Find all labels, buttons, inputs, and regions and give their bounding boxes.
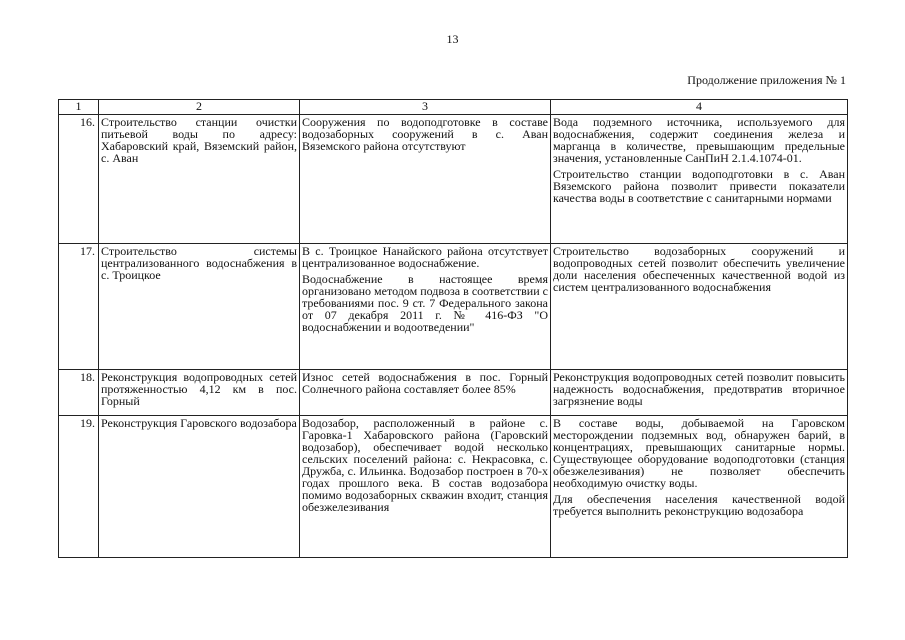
project-name: Реконструкция водопроводных сетей протяженностью 4,12 км в пос. Горный — [99, 370, 300, 416]
table-row — [59, 244, 848, 370]
project-name: Строительство станции очистки питьевой воды по адресу: Хабаровский край, Вяземский район, с. Аван — [99, 115, 300, 244]
current-state — [300, 115, 551, 244]
paragraph: Износ сетей водоснабжения в пос. Горный Солнечного района составляет более 85% — [302, 370, 548, 396]
paragraph: Строительство водозаборных сооружений и водопроводных сетей позволит обеспечить увеличение доли населения обеспеченных качественной водой из систем централизованного водоснабжения — [553, 244, 845, 294]
paragraph: Строительство станции водоподготовки в с. Аван Вяземского района позволит привести показатели качества воды в соответствие с санитарными нормами — [553, 167, 845, 205]
current-state — [300, 370, 551, 416]
column-header: 1 — [59, 100, 99, 115]
column-header: 3 — [300, 100, 551, 115]
justification — [551, 370, 848, 416]
table-row — [59, 370, 848, 416]
current-state — [300, 244, 551, 370]
justification — [551, 115, 848, 244]
row-number: 18. — [59, 370, 99, 416]
page-number: 13 — [446, 32, 459, 46]
justification — [551, 244, 848, 370]
paragraph: Вода подземного источника, используемого для водоснабжения, содержит соединения железа и марганца в количестве, превышающим предельные значения, установленные СанПиН 2.1.4.1074-01. — [553, 115, 845, 165]
row-number: 17. — [59, 244, 99, 370]
column-header: 2 — [99, 100, 300, 115]
appendix-continuation-note: Продолжение приложения № 1 — [687, 73, 846, 87]
paragraph: Водозабор, расположенный в районе с. Гаровка-1 Хабаровского района (Гаровский водозабор), обеспечивает водой несколько сельских поселений района: с. Некрасовка, с. Дружба, с. Ильинка. Водозабор построен в 70-х годах прошлого века. В состав водозабора помимо водозаборных скважин входит, станция обезжелезивания — [302, 416, 548, 514]
projects-table — [58, 99, 848, 558]
paragraph: Водоснабжение в настоящее время организовано методом подвоза в соответствии с требованиями пос. 9 ст. 7 Федерального закона от 07 декабря 2011 г. № 416-ФЗ "О водоснабжении и водоотведении" — [302, 272, 548, 334]
row-number: 16. — [59, 115, 99, 244]
project-name: Реконструкция Гаровского водозабора — [99, 416, 300, 558]
project-name: Строительство системы централизованного водоснабжения в с. Троицкое — [99, 244, 300, 370]
paragraph: Сооружения по водоподготовке в составе водозаборных сооружений в с. Аван Вяземского района отсутствуют — [302, 115, 548, 153]
column-header: 4 — [551, 100, 848, 115]
justification — [551, 416, 848, 558]
current-state — [300, 416, 551, 558]
table-header-row — [59, 100, 848, 115]
row-number: 19. — [59, 416, 99, 558]
table-row — [59, 416, 848, 558]
paragraph: В составе воды, добываемой на Гаровском месторождении подземных вод, обнаружен барий, в концентрациях, превышающих санитарные нормы. Существующее оборудование водоподготовки (станция обезжелезивания) не позволяет обеспечить необходимую очистку воды. — [553, 416, 845, 490]
table-row — [59, 115, 848, 244]
paragraph: Реконструкция водопроводных сетей позволит повысить надежность водоснабжения, предотвратив вторичное загрязнение воды — [553, 370, 845, 408]
paragraph: В с. Троицкое Нанайского района отсутствует централизованное водоснабжение. — [302, 244, 548, 270]
paragraph: Для обеспечения населения качественной водой требуется выполнить реконструкцию водозабора — [553, 492, 845, 518]
